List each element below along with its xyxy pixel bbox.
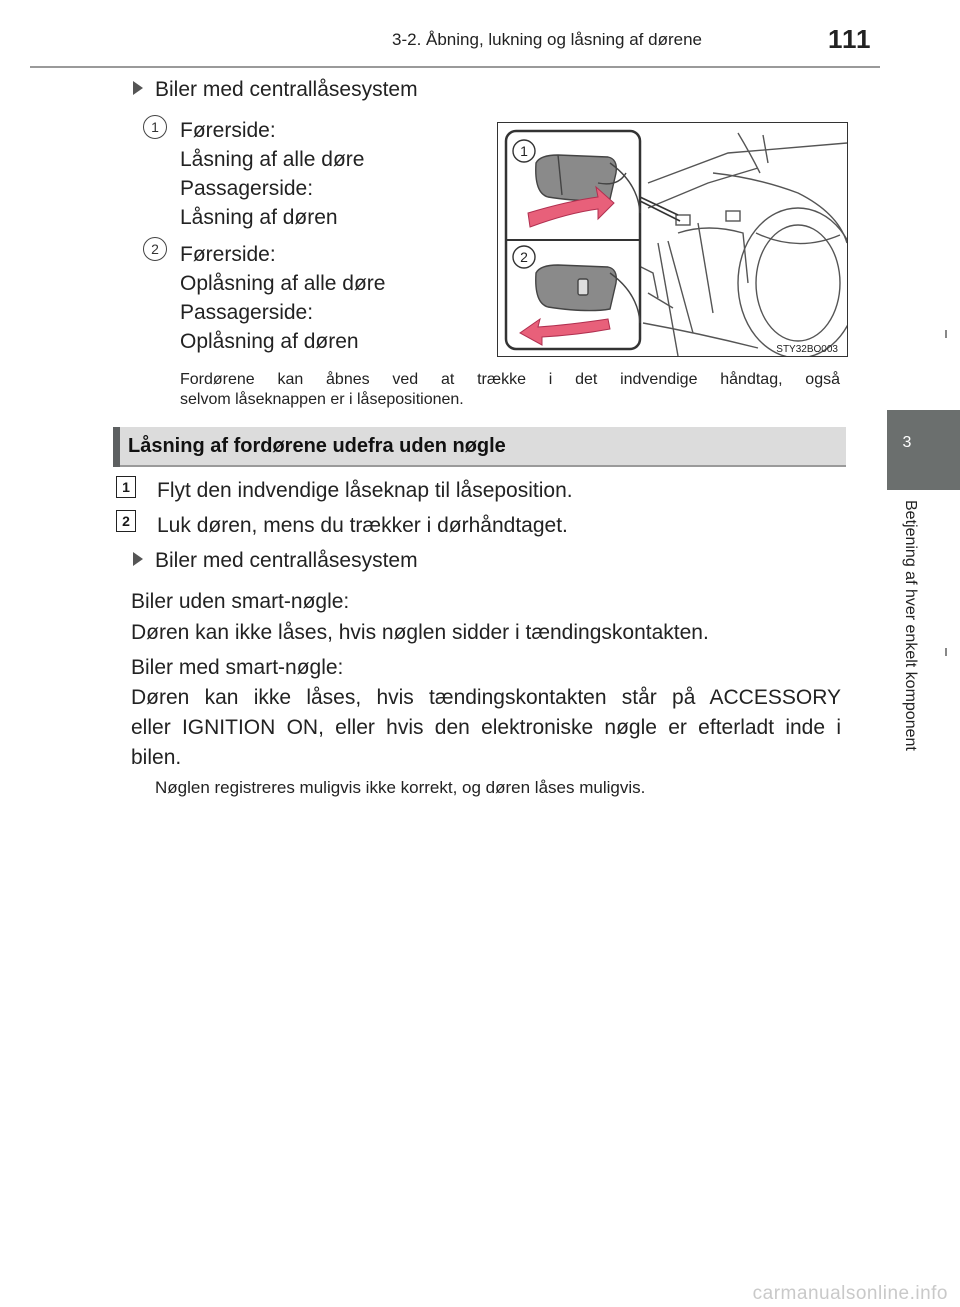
paragraph-line: Døren kan ikke låses, hvis nøglen sidder i tændingskontakten. (131, 621, 709, 644)
paragraph-uden-smart-nogle (131, 587, 841, 647)
tab-tick (945, 330, 947, 338)
item1-line: Førerside: (180, 119, 276, 142)
callout-marker-2: 2 (143, 237, 167, 261)
illustration-drawing (498, 123, 847, 356)
lock-switch-illustration (497, 122, 848, 357)
paragraph-line: Døren kan ikke låses, hvis tændingskontakten står på ACCESSORY (131, 686, 841, 709)
paragraph-line: Biler uden smart-nøgle: (131, 590, 350, 613)
triangle-bullet-icon (133, 552, 143, 566)
paragraph-line: eller IGNITION ON, eller hvis den elektroniske nøgle er efterladt inde i (131, 716, 841, 739)
chapter-number: 3 (902, 434, 912, 451)
note-paragraph-1 (180, 370, 840, 410)
chapter-title-vertical: Betjening af hver enkelt komponent (902, 500, 919, 751)
bullet-label: Biler med centrallåsesystem (155, 78, 418, 101)
header-divider (30, 66, 880, 68)
illustration-code: STY32BO003 (776, 344, 838, 355)
note-paragraph-2: Nøglen registreres muligvis ikke korrekt, og døren låses muligvis. (155, 778, 646, 797)
note-line: selvom låseknappen er i låsepositionen. (180, 391, 464, 408)
paragraph-line: bilen. (131, 746, 182, 769)
running-header-section-title: 3-2. Åbning, lukning og låsning af dørene (392, 30, 702, 49)
section-heading-accent (113, 427, 120, 467)
item1-text (180, 116, 364, 232)
step-number-2: 2 (116, 510, 136, 532)
watermark: carmanualsonline.info (752, 1283, 948, 1304)
callout-marker-1: 1 (143, 115, 167, 139)
item2-line: Oplåsning af døren (180, 330, 359, 353)
step-number-1: 1 (116, 476, 136, 498)
item1-line: Låsning af alle døre (180, 148, 365, 171)
item1-line: Passagerside: (180, 177, 314, 200)
item2-line: Passagerside: (180, 301, 314, 324)
item2-line: Oplåsning af alle døre (180, 272, 386, 295)
paragraph-med-smart-nogle (131, 653, 841, 773)
paragraph-line: Biler med smart-nøgle: (131, 656, 344, 679)
step-2-text: Luk døren, mens du trækker i dørhåndtaget. (157, 514, 568, 537)
illustration-label-1: 1 (520, 143, 528, 159)
bullet-centrallaas-2 (133, 549, 418, 573)
bullet-label: Biler med centrallåsesystem (155, 549, 418, 572)
illustration-label-2: 2 (520, 249, 528, 265)
bullet-centrallaas (133, 78, 418, 102)
page-number: 111 (828, 24, 872, 54)
step-1-text: Flyt den indvendige låseknap til låseposition. (157, 479, 573, 502)
note-line: Fordørene kan åbnes ved at trække i det indvendige håndtag, også (180, 371, 840, 388)
section-heading: Låsning af fordørene udefra uden nøgle (128, 435, 506, 457)
item2-text (180, 240, 385, 356)
triangle-bullet-icon (133, 81, 143, 95)
item2-line: Førerside: (180, 243, 276, 266)
item1-line: Låsning af døren (180, 206, 338, 229)
tab-tick (945, 648, 947, 656)
